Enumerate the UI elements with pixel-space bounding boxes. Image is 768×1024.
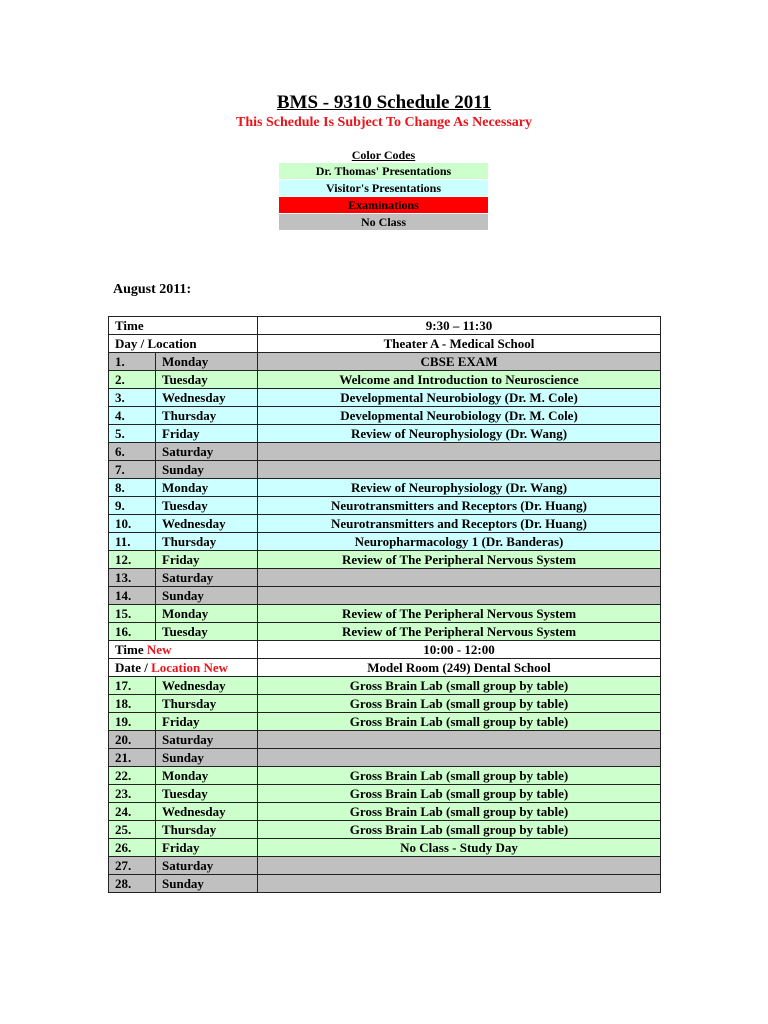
row-activity — [258, 857, 661, 875]
table-row — [109, 425, 661, 443]
row-day: Tuesday — [156, 371, 258, 389]
new-location-header-row — [109, 659, 661, 677]
row-activity — [258, 461, 661, 479]
row-day: Monday — [156, 605, 258, 623]
row-activity: Gross Brain Lab (small group by table) — [258, 785, 661, 803]
new-marker: New — [146, 642, 172, 657]
legend-item-exam: Examinations — [279, 197, 488, 213]
month-heading: August 2011: — [113, 282, 192, 297]
table-row — [109, 785, 661, 803]
legend-item-visitor: Visitor's Presentations — [279, 180, 488, 196]
row-day: Friday — [156, 425, 258, 443]
table-row — [109, 749, 661, 767]
row-activity — [258, 443, 661, 461]
row-number: 26. — [109, 839, 156, 857]
table-row — [109, 443, 661, 461]
row-day: Wednesday — [156, 677, 258, 695]
row-activity: Review of The Peripheral Nervous System — [258, 605, 661, 623]
legend-item-thomas: Dr. Thomas' Presentations — [279, 163, 488, 179]
table-row — [109, 407, 661, 425]
row-day: Saturday — [156, 857, 258, 875]
row-number: 24. — [109, 803, 156, 821]
date-label-text: Date / — [115, 660, 148, 675]
row-activity: Review of The Peripheral Nervous System — [258, 623, 661, 641]
row-activity: Review of Neurophysiology (Dr. Wang) — [258, 425, 661, 443]
table-row — [109, 875, 661, 893]
row-number: 28. — [109, 875, 156, 893]
row-day: Friday — [156, 839, 258, 857]
row-activity — [258, 587, 661, 605]
row-activity: Review of The Peripheral Nervous System — [258, 551, 661, 569]
row-activity: Developmental Neurobiology (Dr. M. Cole) — [258, 407, 661, 425]
legend-item-noclass: No Class — [279, 214, 488, 230]
row-number: 14. — [109, 587, 156, 605]
table-row — [109, 497, 661, 515]
row-number: 13. — [109, 569, 156, 587]
row-activity — [258, 569, 661, 587]
row-day: Thursday — [156, 533, 258, 551]
row-day: Friday — [156, 551, 258, 569]
row-activity: Neuropharmacology 1 (Dr. Banderas) — [258, 533, 661, 551]
row-activity: Gross Brain Lab (small group by table) — [258, 713, 661, 731]
row-day: Sunday — [156, 749, 258, 767]
table-row — [109, 389, 661, 407]
row-number: 7. — [109, 461, 156, 479]
row-number: 22. — [109, 767, 156, 785]
row-number: 18. — [109, 695, 156, 713]
table-row — [109, 803, 661, 821]
row-number: 1. — [109, 353, 156, 371]
table-row — [109, 623, 661, 641]
table-row — [109, 713, 661, 731]
table-row — [109, 677, 661, 695]
row-day: Tuesday — [156, 785, 258, 803]
table-row — [109, 767, 661, 785]
time-label: Time — [109, 317, 258, 335]
table-row — [109, 515, 661, 533]
row-activity — [258, 749, 661, 767]
page-title — [0, 92, 768, 114]
table-row — [109, 371, 661, 389]
row-day: Tuesday — [156, 497, 258, 515]
row-number: 5. — [109, 425, 156, 443]
row-activity — [258, 875, 661, 893]
row-number: 21. — [109, 749, 156, 767]
row-activity: CBSE EXAM — [258, 353, 661, 371]
table-row — [109, 551, 661, 569]
row-number: 4. — [109, 407, 156, 425]
row-day: Saturday — [156, 443, 258, 461]
row-day: Thursday — [156, 407, 258, 425]
location-label: Day / Location — [109, 335, 258, 353]
row-day: Thursday — [156, 821, 258, 839]
new-time-header-row — [109, 641, 661, 659]
row-number: 27. — [109, 857, 156, 875]
new-time-label — [109, 641, 258, 659]
row-day: Saturday — [156, 731, 258, 749]
table-row — [109, 821, 661, 839]
row-day: Wednesday — [156, 389, 258, 407]
row-activity: Review of Neurophysiology (Dr. Wang) — [258, 479, 661, 497]
row-number: 3. — [109, 389, 156, 407]
row-activity: Developmental Neurobiology (Dr. M. Cole) — [258, 389, 661, 407]
table-row — [109, 731, 661, 749]
title-text: BMS - 9310 Schedule 2011 — [276, 92, 492, 113]
row-day: Monday — [156, 479, 258, 497]
row-activity: Gross Brain Lab (small group by table) — [258, 677, 661, 695]
row-activity: Gross Brain Lab (small group by table) — [258, 767, 661, 785]
row-day: Sunday — [156, 461, 258, 479]
row-number: 6. — [109, 443, 156, 461]
row-number: 16. — [109, 623, 156, 641]
row-day: Wednesday — [156, 803, 258, 821]
row-number: 15. — [109, 605, 156, 623]
row-number: 17. — [109, 677, 156, 695]
row-number: 23. — [109, 785, 156, 803]
row-day: Monday — [156, 353, 258, 371]
location-header-row — [109, 335, 661, 353]
table-row — [109, 569, 661, 587]
row-activity: Gross Brain Lab (small group by table) — [258, 803, 661, 821]
table-row — [109, 587, 661, 605]
row-number: 12. — [109, 551, 156, 569]
row-day: Monday — [156, 767, 258, 785]
table-row — [109, 461, 661, 479]
row-activity: No Class - Study Day — [258, 839, 661, 857]
row-day: Friday — [156, 713, 258, 731]
row-activity: Neurotransmitters and Receptors (Dr. Huang) — [258, 515, 661, 533]
row-number: 2. — [109, 371, 156, 389]
legend-title: Color Codes — [351, 148, 416, 162]
row-activity: Welcome and Introduction to Neuroscience — [258, 371, 661, 389]
row-day: Saturday — [156, 569, 258, 587]
row-activity: Gross Brain Lab (small group by table) — [258, 821, 661, 839]
row-activity: Gross Brain Lab (small group by table) — [258, 695, 661, 713]
time-label-text: Time — [115, 642, 144, 657]
table-row — [109, 695, 661, 713]
location-value: Theater A - Medical School — [258, 335, 661, 353]
new-location-label — [109, 659, 258, 677]
row-number: 25. — [109, 821, 156, 839]
table-row — [109, 479, 661, 497]
row-number: 19. — [109, 713, 156, 731]
page-subtitle: This Schedule Is Subject To Change As Necessary — [236, 115, 532, 130]
table-row — [109, 605, 661, 623]
new-time-value: 10:00 - 12:00 — [258, 641, 661, 659]
row-activity — [258, 731, 661, 749]
row-day: Sunday — [156, 875, 258, 893]
row-number: 9. — [109, 497, 156, 515]
time-value: 9:30 – 11:30 — [258, 317, 661, 335]
time-header-row — [109, 317, 661, 335]
row-number: 11. — [109, 533, 156, 551]
row-number: 20. — [109, 731, 156, 749]
row-day: Thursday — [156, 695, 258, 713]
row-number: 10. — [109, 515, 156, 533]
table-row — [109, 533, 661, 551]
row-day: Wednesday — [156, 515, 258, 533]
new-location-value: Model Room (249) Dental School — [258, 659, 661, 677]
color-legend — [279, 147, 488, 231]
schedule-table — [108, 316, 661, 893]
row-activity: Neurotransmitters and Receptors (Dr. Huang) — [258, 497, 661, 515]
table-row — [109, 839, 661, 857]
row-day: Tuesday — [156, 623, 258, 641]
location-new-marker: Location New — [151, 660, 229, 675]
table-row — [109, 857, 661, 875]
table-row — [109, 353, 661, 371]
row-day: Sunday — [156, 587, 258, 605]
row-number: 8. — [109, 479, 156, 497]
